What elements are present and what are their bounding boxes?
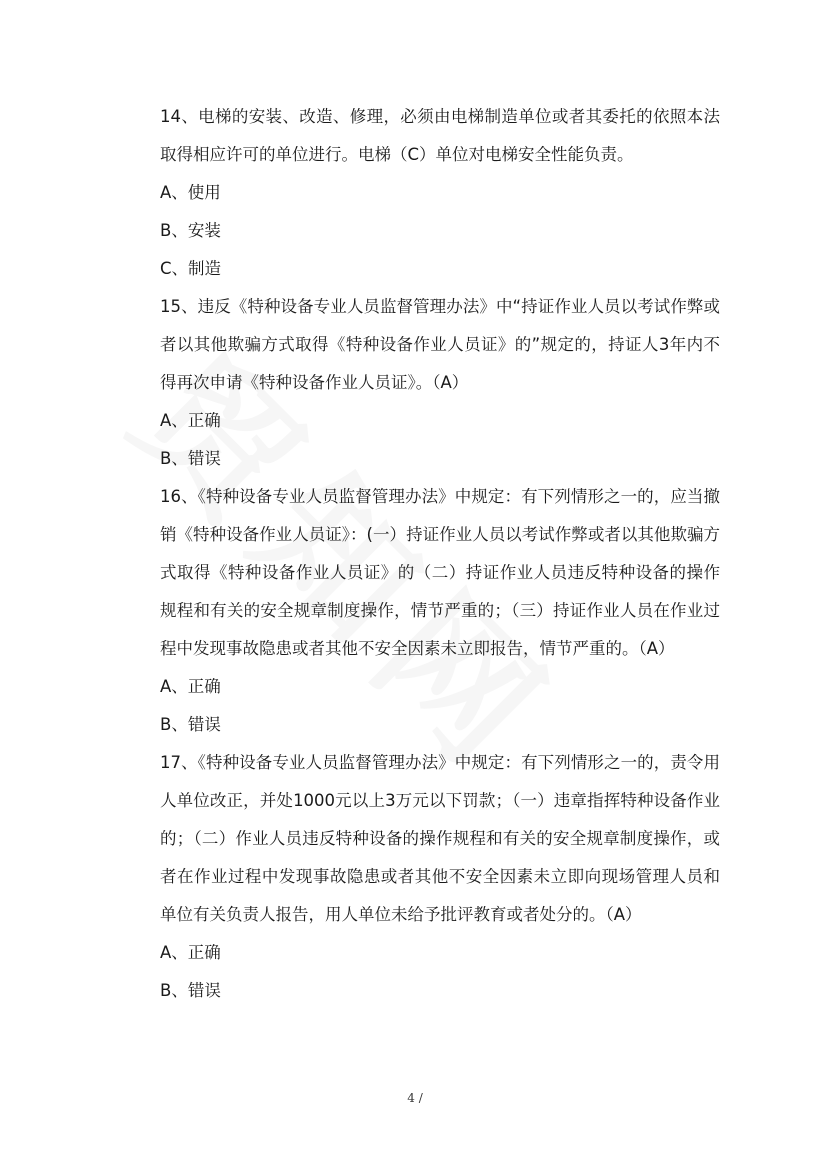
option-b: B、错误 [160,715,221,734]
option-c: C、制造 [160,259,222,278]
question-16 [160,478,720,744]
option-b: B、安装 [160,221,221,240]
option-a: A、使用 [160,183,221,202]
option-a: A、正确 [160,677,221,696]
question-text: 14、电梯的安装、改造、修理，必须由电梯制造单位或者其委托的依照本法取得相应许可的单位进行。电梯（C）单位对电梯安全性能负责。 [160,107,720,164]
option-b: B、错误 [160,449,221,468]
question-14 [160,98,720,288]
question-17 [160,744,720,1010]
question-text: 17、《特种设备专业人员监督管理办法》中规定：有下列情形之一的，责令用人单位改正，并处1000元以上3万元以下罚款；（一）违章指挥特种设备作业的；（二）作业人员违反特种设备的操作规程和有关的安全规章制度操作，或者在作业过程中发现事故隐患或者其他不安全因素未立即向现场管理人员和单位有关负责人报告，用人单位未给予批评教育或者处分的。（A） [160,753,720,924]
question-15 [160,288,720,478]
question-list [160,98,720,1010]
option-b: B、错误 [160,981,221,1000]
question-text: 15、违反《特种设备专业人员监督管理办法》中“持证作业人员以考试作弊或者以其他欺骗方式取得《特种设备作业人员证》的”规定的，持证人3年内不得再次申请《特种设备作业人员证》。（A） [160,297,720,392]
option-a: A、正确 [160,943,221,962]
page-number: 4 / [407,1091,423,1105]
question-text: 16、《特种设备专业人员监督管理办法》中规定：有下列情形之一的，应当撤销《特种设备作业人员证》：(一）持证作业人员以考试作弊或者以其他欺骗方式取得《特种设备作业人员证》的（二）持证作业人员违反特种设备的操作规程和有关的安全规章制度操作，情节严重的；（三）持证作业人员在作业过程中发现事故隐患或者其他不安全因素未立即报告，情节严重的。（A） [160,487,720,658]
option-a: A、正确 [160,411,221,430]
